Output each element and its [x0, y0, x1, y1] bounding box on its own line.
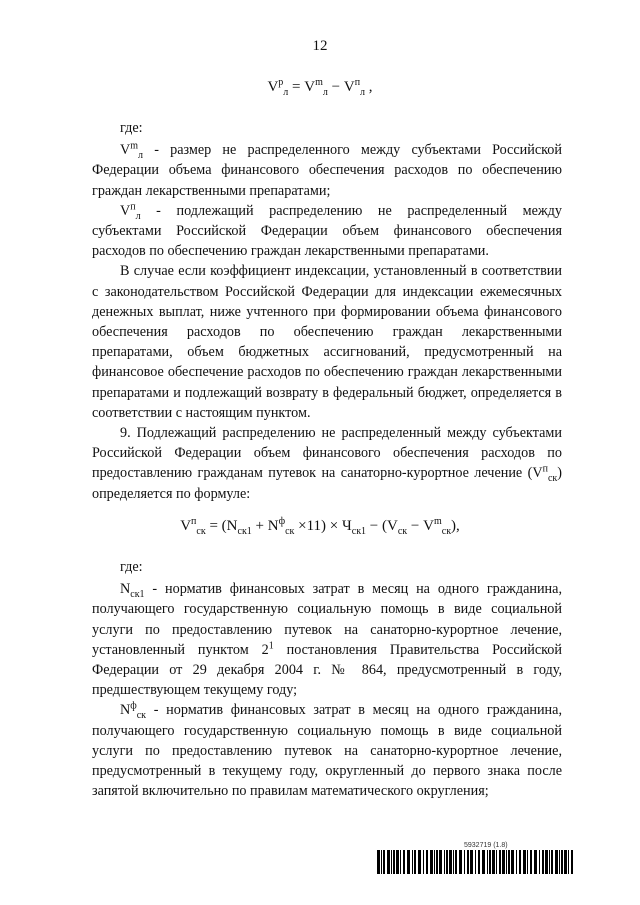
definition-n-sk1 — [92, 579, 562, 700]
formula-sanatorium — [0, 518, 640, 535]
formula-operator: − — [327, 79, 344, 95]
formula-symbol: N — [226, 518, 238, 534]
definition-symbol: N — [120, 581, 131, 598]
definition-text: постановления Правительства Российской Федерации от 29 декабря 2004 г. № 864, предусмотренный в году, предшествующем текущему году; — [92, 641, 562, 699]
formula-symbol: V — [304, 79, 316, 95]
formula-operator: − — [407, 518, 424, 534]
definition-n-f-sk — [92, 700, 562, 801]
definition-superscript: п — [130, 201, 136, 213]
formula-operator: − ( — [366, 518, 388, 534]
formula-superscript: ф — [278, 516, 286, 527]
formula-subscript: ск — [441, 526, 452, 537]
formula-punctuation: , — [365, 79, 373, 95]
formula-symbol: V — [423, 518, 434, 534]
formula-operator: = ( — [205, 518, 227, 534]
definition-v-p-l — [92, 201, 562, 262]
formula-subscript: ск1 — [351, 526, 367, 537]
where-label: где: — [120, 559, 143, 575]
definition-subscript: ск1 — [130, 589, 145, 601]
formula-operator: ×11) × — [294, 518, 342, 534]
page-number: 12 — [312, 38, 328, 54]
formula-balance — [0, 79, 640, 96]
formula-symbol: V — [343, 79, 355, 95]
definition-text: - норматив финансовых затрат в месяц на одного гражданина, получающего государственную социальную помощь в виде социальной услуги по предоставлению путевок на санаторно-курортное лечение, предусмотренный в текущему году, округленный до первого знака после запятой включительно по правилам математического округления; — [92, 702, 562, 800]
where-label: где: — [120, 120, 143, 136]
footnote-superscript: 1 — [268, 640, 274, 652]
definition-superscript: m — [130, 140, 139, 152]
definition-superscript: ф — [130, 700, 137, 712]
formula-subscript: л — [322, 87, 328, 98]
barcode-icon — [377, 850, 573, 874]
document-code: 5932719 (1.8) — [464, 842, 508, 849]
inline-symbol: V — [532, 465, 543, 482]
formula-subscript: ск1 — [237, 526, 252, 537]
definition-symbol: V — [120, 142, 131, 159]
definition-subscript: л — [135, 210, 141, 222]
formula-superscript: р — [278, 77, 284, 88]
paragraph-9 — [92, 423, 562, 504]
inline-superscript: п — [542, 463, 548, 475]
definition-text: - размер не распределенного между субъектами Российской Федерации объема финансового обеспечения расходов по обеспечению граждан лекарственными препаратами; — [92, 142, 562, 199]
formula-operator: + — [251, 518, 268, 534]
paragraph-text: ) определяется по формуле: — [92, 465, 562, 502]
definition-subscript: л — [138, 150, 144, 162]
formula-superscript: m — [433, 516, 442, 527]
paragraph-text: 9. Подлежащий распределению не распределенный между субъектами Российской Федерации объем финансового обеспечения расходов по предоставлению гражданам путевок на санаторно-курортное лечение ( — [92, 425, 562, 482]
formula-subscript: ск — [196, 526, 206, 537]
formula-superscript: m — [315, 77, 323, 88]
formula-subscript: ск — [285, 526, 295, 537]
formula-punctuation: ), — [451, 518, 460, 534]
formula-symbol: V — [267, 79, 279, 95]
formula-operator: = — [288, 79, 305, 95]
definition-symbol: N — [120, 702, 131, 719]
text-block-1 — [92, 118, 562, 504]
formula-subscript: л — [360, 87, 366, 98]
definition-text: - подлежащий распределению не распределенный между субъектами Российской Федерации объем финансового обеспечения расходов по обеспечению граждан лекарственными препаратами. — [92, 202, 562, 260]
paragraph-indexation: В случае если коэффициент индексации, установленный в соответствии с законодательством Российской Федерации для индексации ежемесячных денежных выплат, ниже учтенного при формировании объема финансового обеспечения расходов по обеспечению граждан лекарственными препаратами, объем бюджетных ассигнований, предусмотренный на финансовое обеспечение расходов по обеспечению граждан лекарственными препаратами и подлежащий возврату в федеральный бюджет, определяется в соответствии с настоящим пунктом. — [92, 263, 562, 421]
formula-symbol: V — [180, 518, 192, 534]
formula-superscript: п — [354, 77, 361, 88]
formula-superscript: п — [191, 516, 197, 527]
formula-symbol: Ч — [342, 518, 352, 534]
definition-text: - норматив финансовых затрат в месяц на одного гражданина, получающего государственную социальную помощь в виде социальной услуги по предоставлению путевок на санаторно-курортное лечение, установленный пунктом 2 — [92, 581, 562, 658]
inline-subscript: ск — [547, 473, 558, 485]
definition-subscript: ск — [136, 710, 147, 722]
formula-subscript: л — [283, 87, 289, 98]
text-block-2 — [92, 557, 562, 801]
formula-subscript: ск — [397, 526, 408, 537]
formula-symbol: N — [267, 518, 279, 534]
definition-symbol: V — [120, 202, 131, 219]
definition-v-m-l — [92, 140, 562, 201]
formula-symbol: V — [387, 518, 398, 534]
